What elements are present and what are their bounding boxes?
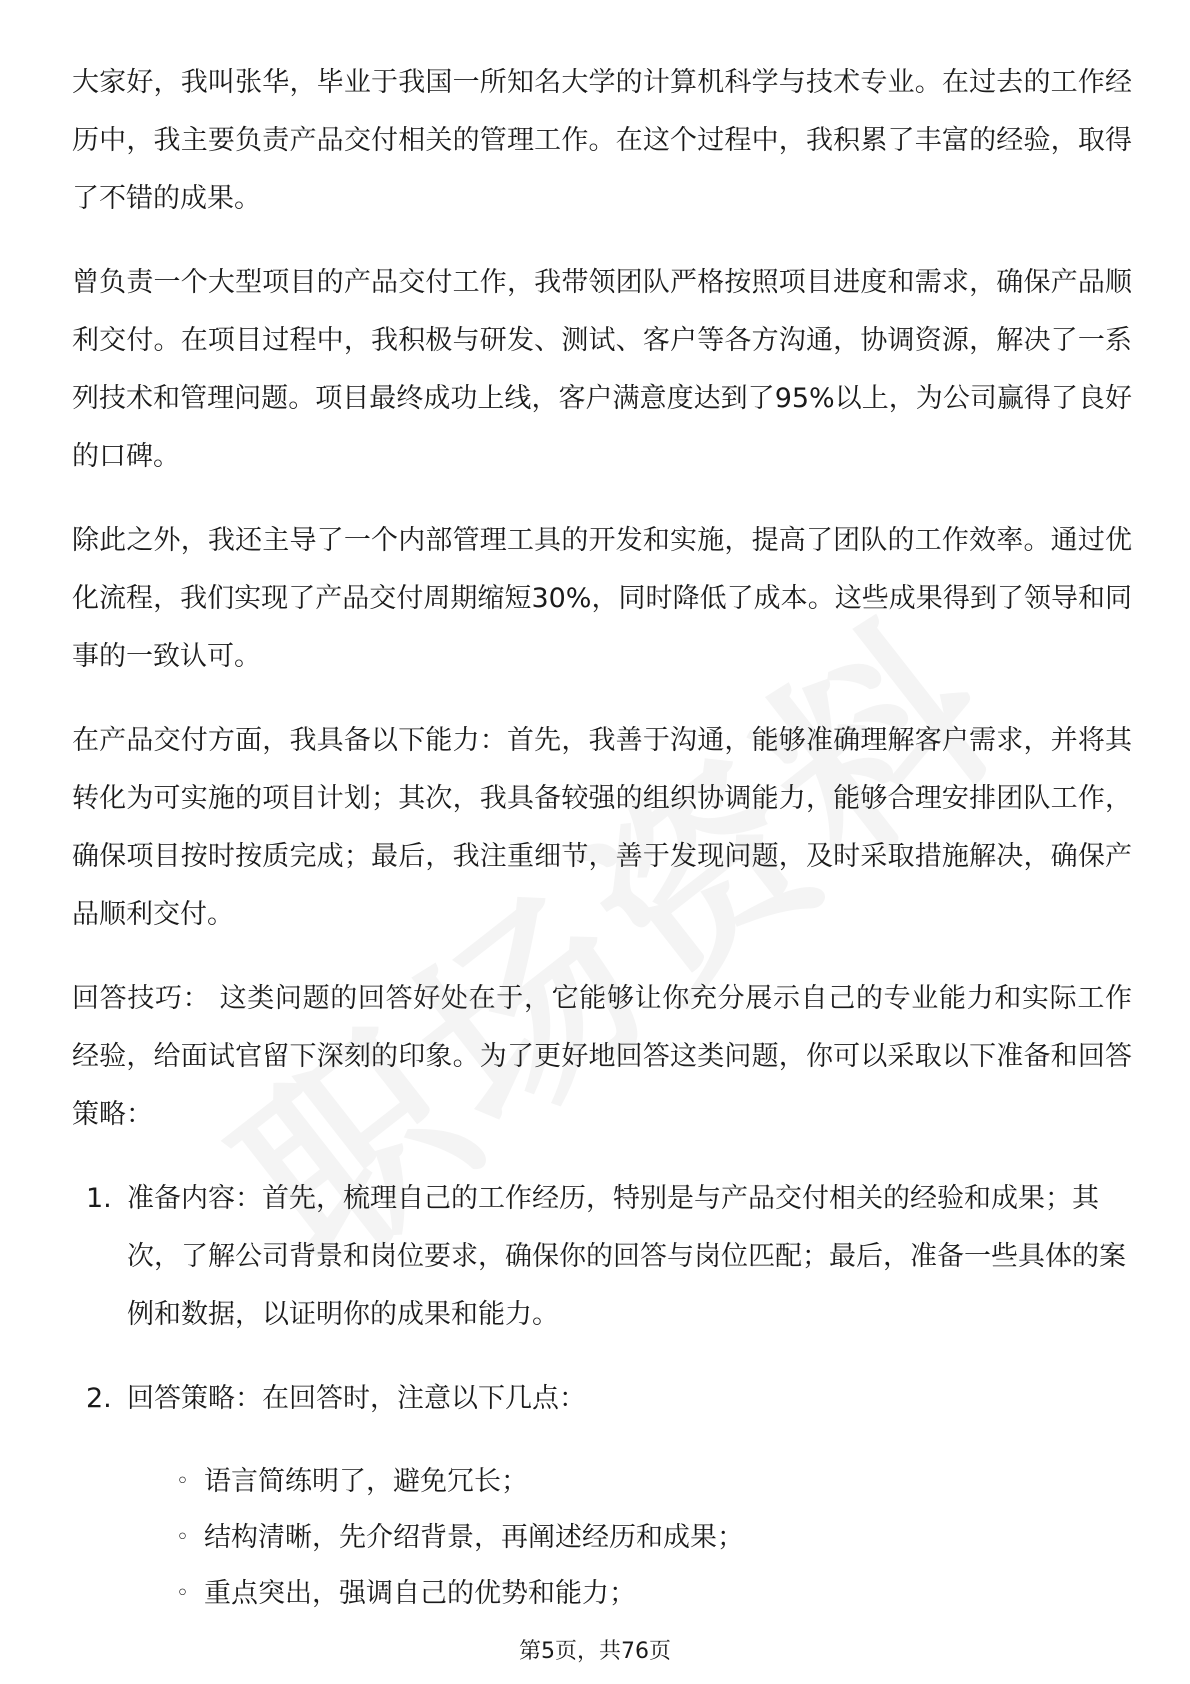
paragraph-abilities: 在产品交付方面，我具备以下能力：首先，我善于沟通，能够准确理解客户需求，并将其转化为可实施的项目计划；其次，我具备较强的组织协调能力，能够合理安排团队工作，确保项目按时按质完成；最后，我注重细节，善于发现问题，及时采取措施解决，确保产品顺利交付。 [72,725,1132,930]
list-item [72,1170,1132,1344]
strategy-list [72,1170,1132,1622]
document-body [72,54,1132,1648]
list-item-text: 准备内容：首先，梳理自己的工作经历，特别是与产品交付相关的经验和成果；其次，了解公司背景和岗位要求，确保你的回答与岗位匹配；最后，准备一些具体的案例和数据，以证明你的成果和能力。 [127,1183,1126,1330]
paragraph-project: 曾负责一个大型项目的产品交付工作，我带领团队严格按照项目进度和需求，确保产品顺利交付。在项目过程中，我积极与研发、测试、客户等各方沟通，协调资源，解决了一系列技术和管理问题。项目最终成功上线，客户满意度达到了95%以上，为公司赢得了良好的口碑。 [72,267,1132,472]
sub-list-item [172,1566,1132,1622]
list-item-text: 回答策略：在回答时，注意以下几点： [127,1383,586,1414]
list-number: 1. [86,1183,112,1214]
list-item [72,1370,1132,1622]
sub-list-item [172,1454,1132,1510]
paragraph-tool: 除此之外，我还主导了一个内部管理工具的开发和实施，提高了团队的工作效率。通过优化流程，我们实现了产品交付周期缩短30%，同时降低了成本。这些成果得到了领导和同事的一致认可。 [72,525,1132,672]
sub-list [127,1454,1132,1622]
paragraph-intro: 大家好，我叫张华，毕业于我国一所知名大学的计算机科学与技术专业。在过去的工作经历中，我主要负责产品交付相关的管理工作。在这个过程中，我积累了丰富的经验，取得了不错的成果。 [72,67,1132,214]
bullet-icon: ◦ [176,1581,189,1606]
page-footer: 第5页，共76页 [519,1639,671,1664]
list-number: 2. [86,1383,112,1414]
sub-list-item [172,1510,1132,1566]
bullet-icon: ◦ [176,1525,189,1550]
sub-list-item-text: 重点突出，强调自己的优势和能力； [204,1578,636,1609]
sub-list-item-text: 语言简练明了，避免冗长； [204,1466,528,1497]
paragraph-tips: 回答技巧： 这类问题的回答好处在于，它能够让你充分展示自己的专业能力和实际工作经验，给面试官留下深刻的印象。为了更好地回答这类问题，你可以采取以下准备和回答策略： [72,983,1132,1130]
sub-list-item-text: 结构清晰，先介绍背景，再阐述经历和成果； [204,1522,744,1553]
bullet-icon: ◦ [176,1469,189,1494]
